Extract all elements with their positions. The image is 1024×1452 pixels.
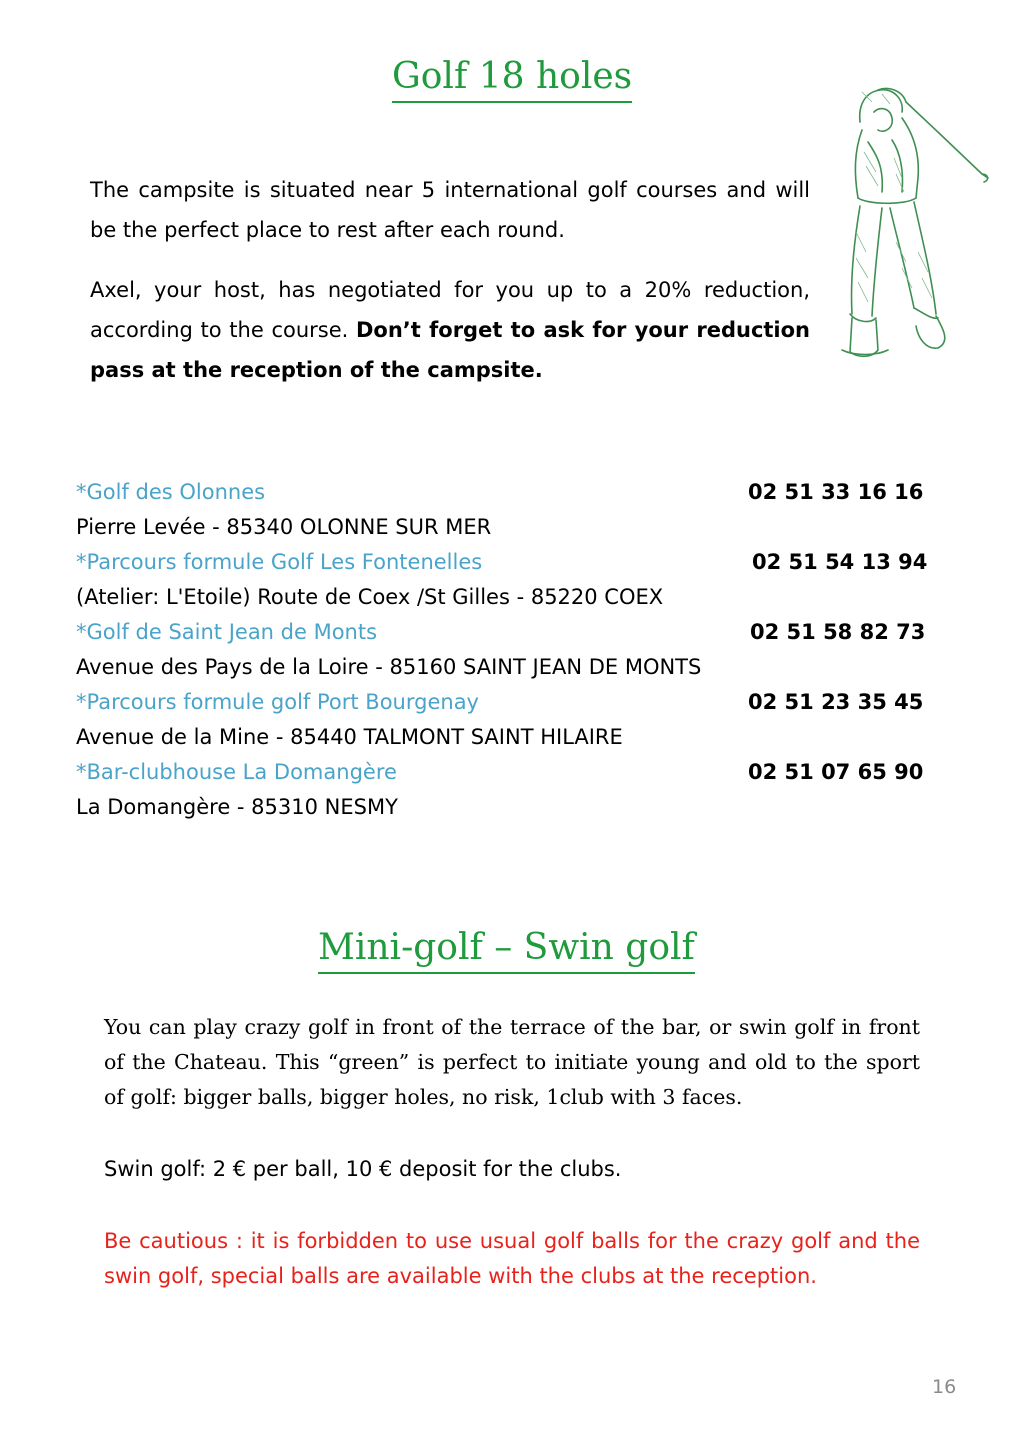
course-address: La Domangère - 85310 NESMY: [76, 795, 398, 819]
course-name-row: [76, 615, 936, 650]
golf-intro: [90, 170, 810, 410]
course-phone: 02 51 07 65 90: [748, 760, 924, 784]
course-phone: 02 51 58 82 73: [750, 620, 926, 644]
course-name: *Bar-clubhouse La Domangère: [76, 760, 397, 784]
course-phone: 02 51 23 35 45: [748, 690, 924, 714]
minigolf-section-title: Mini-golf – Swin golf: [318, 927, 695, 974]
course-address: Pierre Levée - 85340 OLONNE SUR MER: [76, 515, 492, 539]
intro-paragraph-1: The campsite is situated near 5 international golf courses and will be the perfect place to rest after each round.: [90, 178, 810, 242]
golf-section-title: Golf 18 holes: [392, 56, 632, 103]
course-address: (Atelier: L'Etoile) Route de Coex /St Gilles - 85220 COEX: [76, 585, 664, 609]
course-name-row: [76, 685, 936, 720]
course-name-row: [76, 755, 936, 790]
course-name: *Golf de Saint Jean de Monts: [76, 620, 378, 644]
swin-golf-price: Swin golf: 2 € per ball, 10 € deposit for the clubs.: [104, 1157, 622, 1181]
course-name: *Parcours formule golf Port Bourgenay: [76, 690, 479, 714]
golf-course-list: [76, 475, 936, 825]
intro-paragraph-2: [90, 270, 810, 390]
course-name-row: [76, 545, 936, 580]
reduction-pass-notice: Don’t forget to ask for your reduction pass at the reception of the campsite.: [90, 318, 811, 382]
course-address: Avenue des Pays de la Loire - 85160 SAINT JEAN DE MONTS: [76, 655, 702, 679]
course-phone: 02 51 54 13 94: [752, 550, 928, 574]
course-name: *Parcours formule Golf Les Fontenelles: [76, 550, 483, 574]
page-number: 16: [932, 1376, 957, 1398]
course-phone: 02 51 33 16 16: [748, 480, 924, 504]
course-name-row: [76, 475, 936, 510]
caution-notice: Be cautious : it is forbidden to use usual golf balls for the crazy golf and the swin golf, special balls are available with the clubs at the reception.: [104, 1229, 920, 1288]
intro-paragraph-2-text: Axel, your host, has negotiated for you up to a 20% reduction, according to the course.: [90, 278, 810, 342]
minigolf-description: You can play crazy golf in front of the terrace of the bar, or swin golf in front of the Chateau. This “green” is perfect to initiate young and old to the sport of golf: bigger balls, bigger holes, no risk, 1club with 3 faces.: [104, 1015, 920, 1109]
course-address: Avenue de la Mine - 85440 TALMONT SAINT HILAIRE: [76, 725, 623, 749]
golfer-sketch-icon: [832, 82, 992, 364]
course-name: *Golf des Olonnes: [76, 480, 266, 504]
